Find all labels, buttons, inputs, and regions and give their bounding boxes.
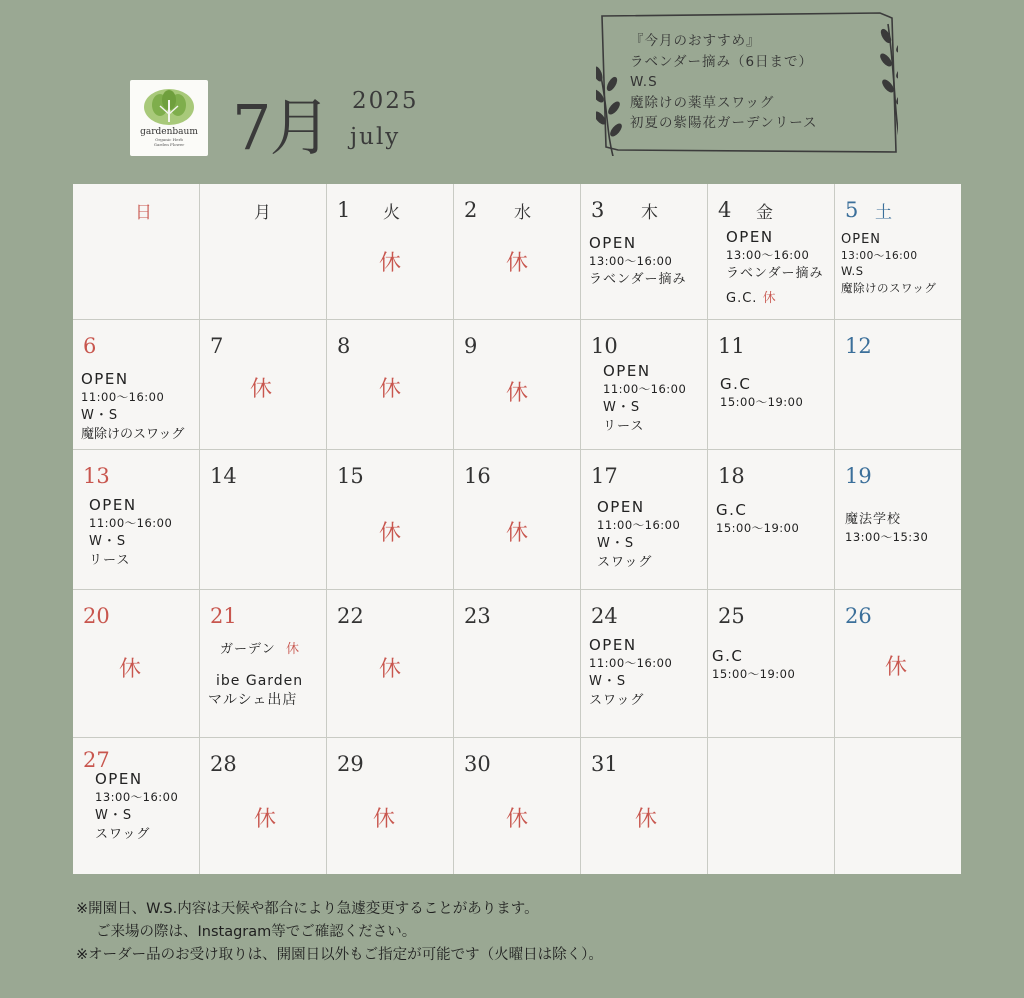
day-number: 12 xyxy=(845,334,872,358)
hours: 13:00〜15:30 xyxy=(845,530,929,544)
day-number: 11 xyxy=(718,334,745,358)
day-number: 26 xyxy=(845,604,872,628)
event-text: リース xyxy=(89,553,131,568)
day-cell-9 xyxy=(454,320,581,450)
day-events xyxy=(716,500,799,537)
hours: 15:00〜19:00 xyxy=(716,521,800,535)
gc-label: G.C xyxy=(716,501,748,519)
recommend-item: 初夏の紫陽花ガーデンリース xyxy=(630,115,818,131)
day-number: 3 xyxy=(591,198,605,222)
day-cell-4 xyxy=(708,184,835,320)
day-number: 14 xyxy=(210,464,237,488)
day-events xyxy=(712,646,795,683)
note-line: ※オーダー品のお受け取りは、開園日以外もご指定が可能です（火曜日は除く）。 xyxy=(76,947,603,963)
hours: 13:00〜16:00 xyxy=(95,790,179,804)
open-label: OPEN xyxy=(603,362,651,380)
year-label: 2025 xyxy=(352,88,419,114)
day-number: 8 xyxy=(337,334,351,358)
event-text: ラベンダー摘み xyxy=(726,266,824,281)
day-number: 10 xyxy=(591,334,618,358)
day-cell-17 xyxy=(581,450,708,590)
day-cell-25 xyxy=(708,590,835,738)
notes xyxy=(76,898,603,967)
closed-mark: 休 xyxy=(885,655,908,680)
day-cell-6 xyxy=(73,320,200,450)
day-cell-21 xyxy=(200,590,327,738)
event-text: リース xyxy=(603,419,645,434)
event-text: スワッグ xyxy=(597,555,653,570)
hours: 15:00〜19:00 xyxy=(712,667,796,681)
open-label: OPEN xyxy=(726,228,774,246)
event-text: スワッグ xyxy=(95,827,151,842)
closed-mark: 休 xyxy=(635,807,658,832)
ws-label: W.S xyxy=(841,264,864,278)
day-number: 13 xyxy=(83,464,110,488)
day-number: 23 xyxy=(464,604,491,628)
logo xyxy=(130,80,208,156)
day-events xyxy=(845,510,928,546)
weekday-sat: 土 xyxy=(875,203,892,223)
day-events xyxy=(720,374,803,411)
gc-label: G.C xyxy=(712,647,744,665)
event-text: 魔除けのスワッグ xyxy=(81,427,185,442)
note-line: ※開園日、W.S.内容は天候や都合により急遽変更することがあります。 xyxy=(76,901,539,917)
open-label: OPEN xyxy=(95,770,143,788)
ws-label: W・S xyxy=(603,400,641,415)
day-cell-22 xyxy=(327,590,454,738)
event-text: マルシェ出店 xyxy=(208,692,298,708)
weekday-sun: 日 xyxy=(135,203,152,223)
day-cell-5 xyxy=(835,184,961,320)
note-line: ご来場の際は、Instagram等でご確認ください。 xyxy=(96,924,417,940)
logo-brand: gardenbaum xyxy=(140,127,198,137)
day-events-marche xyxy=(208,672,303,710)
hours: 15:00〜19:00 xyxy=(720,395,804,409)
day-number: 28 xyxy=(210,752,237,776)
gc-label: G.C. xyxy=(726,291,758,306)
day-number: 7 xyxy=(210,334,224,358)
day-cell-18 xyxy=(708,450,835,590)
day-events xyxy=(95,770,178,844)
hours: 11:00〜16:00 xyxy=(597,518,681,532)
day-cell-28 xyxy=(200,738,327,874)
closed-mark: 休 xyxy=(119,657,142,682)
empty-cell xyxy=(708,738,835,874)
day-number: 17 xyxy=(591,464,618,488)
day-cell-7 xyxy=(200,320,327,450)
cell-sunday-header xyxy=(73,184,200,320)
recommend-item: 魔除けの薬草スワッグ xyxy=(630,94,775,111)
ws-label: W・S xyxy=(589,674,627,689)
hours: 11:00〜16:00 xyxy=(81,390,165,404)
hours: 13:00〜16:00 xyxy=(589,254,673,268)
day-number: 5 xyxy=(845,198,859,222)
day-number: 1 xyxy=(337,198,351,222)
month-name: july xyxy=(350,124,401,150)
day-cell-27 xyxy=(73,738,200,874)
closed-mark: 休 xyxy=(250,377,273,402)
day-cell-8 xyxy=(327,320,454,450)
day-number: 19 xyxy=(845,464,872,488)
closed-mark: 休 xyxy=(379,521,402,546)
closed-mark: 休 xyxy=(506,521,529,546)
closed-mark: 休 xyxy=(379,657,402,682)
logo-sub-1: Organic Herb xyxy=(155,137,183,142)
event-text: ibe Garden xyxy=(216,673,304,689)
hours: 13:00〜16:00 xyxy=(841,250,918,262)
cell-monday-header xyxy=(200,184,327,320)
day-events xyxy=(589,636,672,710)
hours: 13:00〜16:00 xyxy=(726,248,810,262)
gc-label: G.C xyxy=(720,375,752,393)
day-events xyxy=(841,230,936,297)
day-number: 18 xyxy=(718,464,745,488)
open-label: OPEN xyxy=(841,232,882,247)
day-events xyxy=(603,362,686,436)
day-number: 9 xyxy=(464,334,478,358)
day-events xyxy=(726,228,823,308)
weekday-thu: 木 xyxy=(641,203,658,223)
day-number: 4 xyxy=(718,198,732,222)
empty-cell xyxy=(835,738,961,874)
day-cell-29 xyxy=(327,738,454,874)
month-title: 7月 xyxy=(232,91,330,164)
day-cell-30 xyxy=(454,738,581,874)
event-text: 魔法学校 xyxy=(845,512,902,527)
hours: 11:00〜16:00 xyxy=(589,656,673,670)
day-cell-26 xyxy=(835,590,961,738)
day-number: 31 xyxy=(591,752,618,776)
recommend-item: W.S xyxy=(630,74,658,90)
day-cell-2 xyxy=(454,184,581,320)
weekday-fri: 金 xyxy=(756,203,773,223)
day-cell-11 xyxy=(708,320,835,450)
day-cell-12 xyxy=(835,320,961,450)
day-events xyxy=(589,234,686,289)
open-label: OPEN xyxy=(81,370,129,388)
day-number: 20 xyxy=(83,604,110,628)
weekday-mon: 月 xyxy=(254,203,271,223)
day-cell-16 xyxy=(454,450,581,590)
ws-label: W・S xyxy=(597,536,635,551)
closed-mark: 休 xyxy=(379,251,402,276)
open-label: OPEN xyxy=(597,498,645,516)
hours: 11:00〜16:00 xyxy=(603,382,687,396)
day-number: 2 xyxy=(464,198,478,222)
open-label: OPEN xyxy=(589,234,637,252)
event-text: ラベンダー摘み xyxy=(589,272,687,287)
ws-label: W・S xyxy=(95,808,133,823)
closed-mark: 休 xyxy=(286,642,301,657)
calendar-grid xyxy=(73,184,961,874)
day-number: 27 xyxy=(83,748,110,772)
day-cell-19 xyxy=(835,450,961,590)
weekday-tue: 火 xyxy=(383,203,400,223)
day-number: 15 xyxy=(337,464,364,488)
closed-mark: 休 xyxy=(506,251,529,276)
closed-mark: 休 xyxy=(506,807,529,832)
day-number: 6 xyxy=(83,334,97,358)
closed-mark: 休 xyxy=(373,807,396,832)
day-cell-13 xyxy=(73,450,200,590)
day-number: 22 xyxy=(337,604,364,628)
day-cell-20 xyxy=(73,590,200,738)
day-events xyxy=(89,496,172,570)
day-cell-1 xyxy=(327,184,454,320)
herb-leaf-icon xyxy=(142,86,196,126)
left-branch-icon xyxy=(596,66,623,156)
open-label: OPEN xyxy=(89,496,137,514)
closed-mark: 休 xyxy=(506,381,529,406)
day-number: 24 xyxy=(591,604,618,628)
hours: 11:00〜16:00 xyxy=(89,516,173,530)
ws-label: W・S xyxy=(81,408,119,423)
day-number: 30 xyxy=(464,752,491,776)
day-number: 29 xyxy=(337,752,364,776)
day-number: 25 xyxy=(718,604,745,628)
day-cell-14 xyxy=(200,450,327,590)
event-text: スワッグ xyxy=(589,693,645,708)
day-events xyxy=(81,370,184,444)
day-cell-31 xyxy=(581,738,708,874)
day-cell-15 xyxy=(327,450,454,590)
day-number: 21 xyxy=(210,604,237,628)
day-number: 16 xyxy=(464,464,491,488)
garden-closed xyxy=(220,640,300,659)
weekday-wed: 水 xyxy=(514,203,531,223)
closed-mark: 休 xyxy=(379,377,402,402)
recommend-item: ラベンダー摘み（6日まで） xyxy=(630,53,814,70)
logo-sub-2: Garden Flower xyxy=(153,142,185,147)
recommend-title: 『今月のおすすめ』 xyxy=(630,33,761,49)
closed-mark: 休 xyxy=(762,291,777,306)
recommend-list xyxy=(630,31,818,134)
day-cell-10 xyxy=(581,320,708,450)
closed-mark: 休 xyxy=(254,807,277,832)
day-events xyxy=(597,498,680,572)
day-events xyxy=(220,640,300,659)
day-cell-3 xyxy=(581,184,708,320)
day-cell-23 xyxy=(454,590,581,738)
open-label: OPEN xyxy=(589,636,637,654)
ws-label: W・S xyxy=(89,534,127,549)
day-cell-24 xyxy=(581,590,708,738)
event-text: 魔除けのスワッグ xyxy=(841,281,937,295)
gc-closed xyxy=(726,289,823,308)
garden-label: ガーデン xyxy=(220,642,276,657)
